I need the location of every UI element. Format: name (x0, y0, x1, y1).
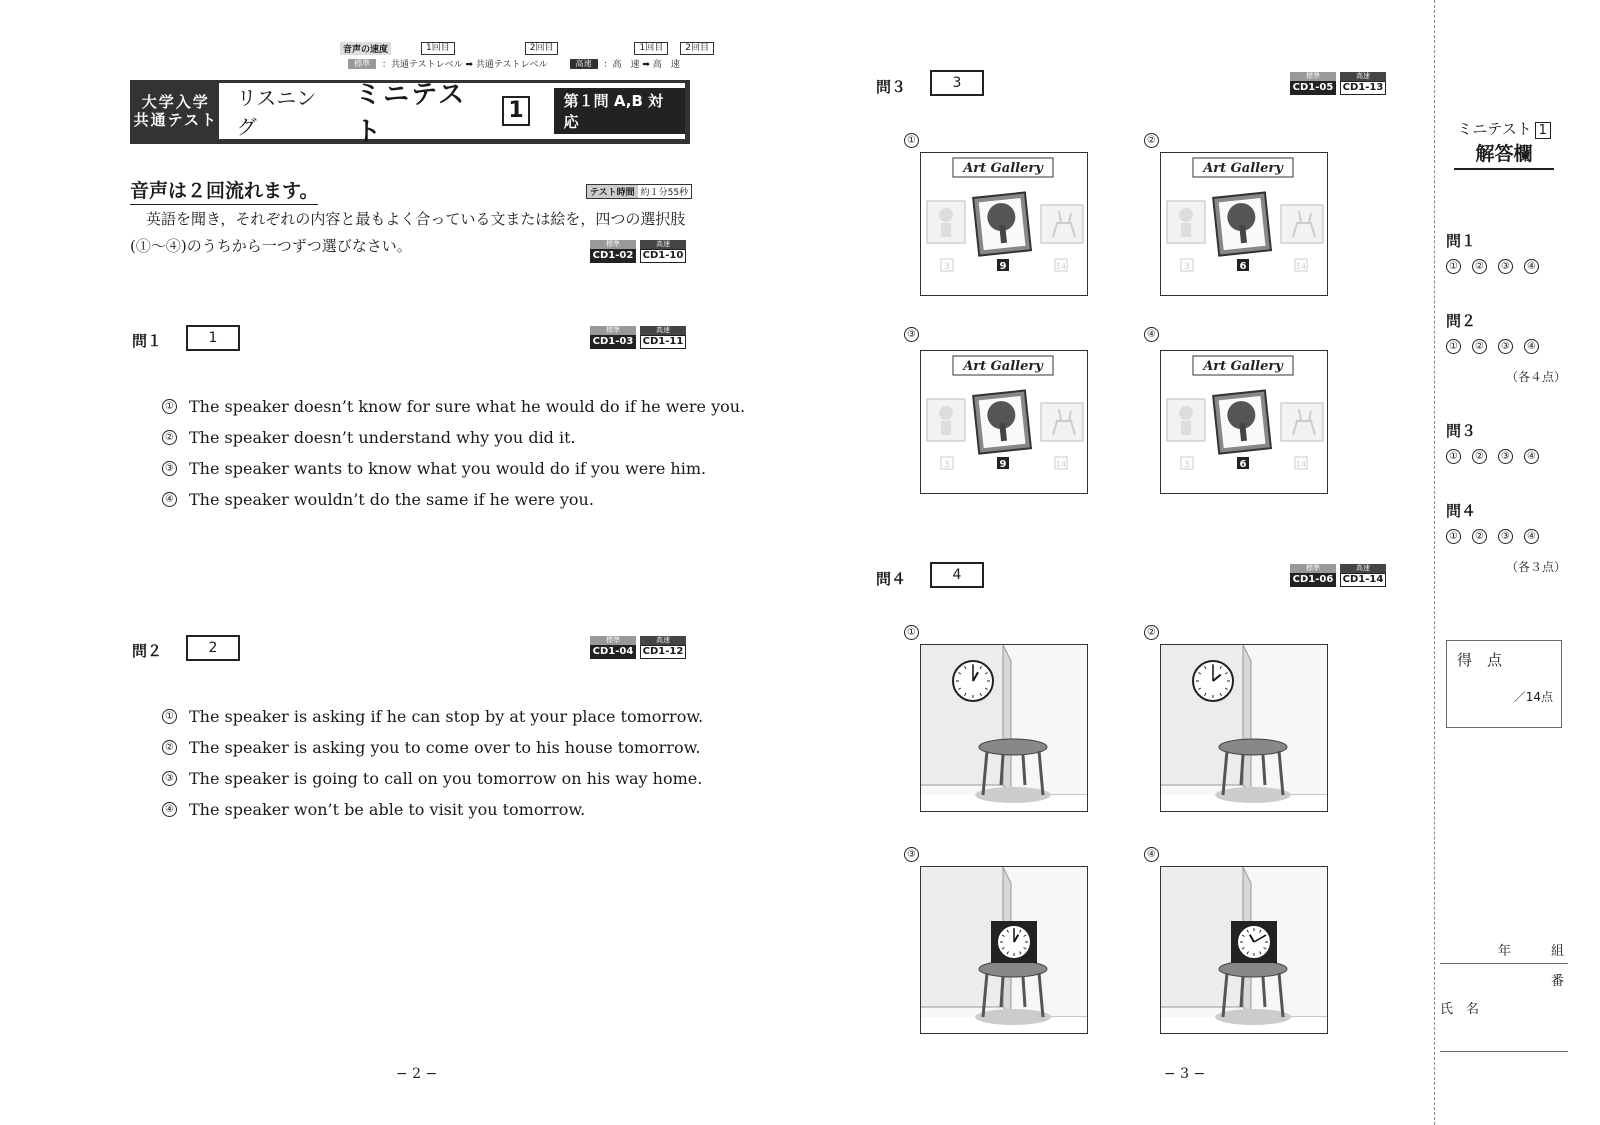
q4-option-1-image[interactable] (920, 644, 1088, 812)
cd-std-label: 標準 (1290, 564, 1336, 573)
speed-legend (348, 57, 680, 70)
cd-track: CD1-02 (590, 249, 636, 263)
q3-option-1-number (904, 128, 919, 148)
cd-track: CD1-05 (1290, 81, 1336, 95)
painting-number-left: 3 (1184, 460, 1190, 470)
choice-number: ② (162, 740, 177, 755)
option-number: ① (904, 625, 919, 640)
painting-number-right: 14 (1295, 460, 1307, 469)
second-play-label-2: 2回目 (680, 42, 714, 55)
option-number: ④ (1144, 327, 1159, 342)
answer-choice[interactable]: ① (1446, 259, 1461, 274)
std-text: ：共通テストレベル ➡ 共通テストレベル (382, 60, 548, 70)
choice-number: ③ (162, 461, 177, 476)
painting-number-left: 3 (1184, 262, 1190, 272)
cd-tracks-q2 (590, 636, 686, 659)
answer-choice[interactable]: ① (1446, 449, 1461, 464)
answer-q-label: 問１ (1446, 232, 1477, 250)
painting-number-center: 6 (1239, 459, 1247, 470)
answer-sheet-title-num: 1 (1535, 122, 1551, 139)
instructions-line2: (①〜④)のうちから一つずつ選びなさい。 (130, 237, 412, 255)
answer-choice[interactable]: ② (1472, 449, 1487, 464)
q2-choices (162, 701, 703, 825)
q4-option-4-number (1144, 842, 1159, 862)
choice-item[interactable] (162, 453, 745, 484)
q3-answer-box[interactable]: 3 (930, 70, 984, 96)
name-label: 氏 名 (1440, 994, 1568, 1052)
answer-choice[interactable]: ② (1472, 259, 1487, 274)
second-play-label: 2回目 (525, 42, 559, 55)
room-illustration (921, 867, 1087, 1033)
q4-answer-box[interactable]: 4 (930, 562, 984, 588)
choice-text: The speaker doesn’t know for sure what he would do if he were you. (189, 397, 746, 416)
answer-choice[interactable]: ③ (1498, 529, 1513, 544)
choice-text: The speaker is going to call on you tomorrow on his way home. (189, 769, 703, 788)
cd-tracks-q3 (1290, 72, 1386, 95)
exam-name-line2: 共通テスト (133, 111, 218, 129)
answer-sheet-subtitle: 解答欄 (1454, 139, 1554, 170)
answer-sheet-header (1454, 118, 1554, 170)
option-number: ④ (1144, 847, 1159, 862)
gallery-illustration (921, 153, 1087, 295)
option-number: ③ (904, 327, 919, 342)
banner-subtitle: リスニング (236, 86, 317, 139)
painting-number-center: 6 (1239, 261, 1247, 272)
points-note-a: （各４点） (1506, 370, 1567, 384)
choice-item[interactable] (162, 763, 703, 794)
choice-number: ② (162, 430, 177, 445)
answer-choice[interactable]: ① (1446, 529, 1461, 544)
score-box[interactable] (1446, 640, 1562, 728)
cd-fast-label: 高速 (1340, 72, 1386, 81)
cd-fast-label: 高速 (640, 636, 686, 645)
q4-option-2-image[interactable] (1160, 644, 1328, 812)
banner-title: ミニテスト (355, 80, 467, 147)
answer-choice[interactable]: ④ (1524, 339, 1539, 354)
answer-choice[interactable]: ② (1472, 529, 1487, 544)
painting-number-right: 14 (1055, 262, 1067, 271)
cd-fast-label: 高速 (1340, 564, 1386, 573)
choice-item[interactable] (162, 794, 703, 825)
gallery-sign: Art Gallery (963, 359, 1043, 374)
option-number: ① (904, 133, 919, 148)
painting-number-center: 9 (999, 459, 1007, 470)
cd-track: CD1-14 (1340, 573, 1386, 587)
test-time-value: 約１分55秒 (640, 188, 689, 198)
answer-choice[interactable]: ③ (1498, 259, 1513, 274)
q4-option-3-number (904, 842, 919, 862)
painting-number-center: 9 (999, 261, 1007, 272)
q1-label: 問１ (132, 332, 163, 350)
answer-sheet-title: ミニテスト (1457, 120, 1532, 138)
q1-choices (162, 391, 745, 515)
year-label: 年 (1497, 944, 1511, 959)
answer-q2 (1446, 310, 1539, 354)
choice-number: ① (162, 709, 177, 724)
q3-option-2-image[interactable] (1160, 152, 1328, 296)
q3-option-3-image[interactable] (920, 350, 1088, 494)
q3-option-4-number (1144, 322, 1159, 342)
choice-text: The speaker wouldn’t do the same if he were you. (189, 490, 594, 509)
painting-number-left: 3 (944, 262, 950, 272)
painting-number-left: 3 (944, 460, 950, 470)
cd-std-label: 標準 (590, 636, 636, 645)
q3-option-1-image[interactable] (920, 152, 1088, 296)
q2-label: 問２ (132, 642, 163, 660)
answer-q-label: 問４ (1446, 502, 1477, 520)
exam-name (133, 83, 219, 139)
choice-text: The speaker wants to know what you would do if you were him. (189, 459, 707, 478)
q4-option-2-number (1144, 620, 1159, 640)
cd-std-label: 標準 (590, 326, 636, 335)
answer-choice[interactable]: ④ (1524, 449, 1539, 464)
choice-number: ④ (162, 492, 177, 507)
cd-std-label: 標準 (1290, 72, 1336, 81)
title-banner (130, 80, 690, 147)
answer-choice[interactable]: ③ (1498, 449, 1513, 464)
cd-track: CD1-06 (1290, 573, 1336, 587)
cd-tracks-q4 (1290, 564, 1386, 587)
answer-choice[interactable]: ② (1472, 339, 1487, 354)
banner-tag: 第１問 A,B 対応 (554, 88, 685, 134)
option-number: ③ (904, 847, 919, 862)
page-number-left: − 2 − (396, 1066, 438, 1082)
cut-line (1434, 0, 1435, 1125)
exam-name-line1: 大学入学 (141, 93, 210, 111)
q1-answer-box[interactable]: 1 (186, 325, 240, 351)
first-play-label: 1回目 (421, 42, 455, 55)
gallery-sign: Art Gallery (1203, 161, 1283, 176)
cd-track: CD1-13 (1340, 81, 1386, 95)
cd-tracks-intro (590, 240, 686, 263)
cd-std-label: 標準 (590, 240, 636, 249)
choice-number: ① (162, 399, 177, 414)
score-total: ／14点 (1513, 690, 1553, 704)
class-label: 組 (1550, 944, 1564, 959)
q4-option-1-number (904, 620, 919, 640)
room-illustration (921, 645, 1087, 811)
page-number-right: − 3 − (1164, 1066, 1206, 1082)
answer-q4 (1446, 500, 1539, 544)
points-note-b: （各３点） (1506, 560, 1567, 574)
gallery-illustration (1161, 153, 1327, 295)
answer-choice[interactable]: ① (1446, 339, 1461, 354)
choice-text: The speaker won’t be able to visit you tomorrow. (189, 800, 586, 819)
answer-q-label: 問３ (1446, 422, 1477, 440)
cd-track: CD1-03 (590, 335, 636, 349)
choice-item[interactable] (162, 422, 745, 453)
q3-option-3-number (904, 322, 919, 342)
room-illustration (1161, 645, 1327, 811)
painting-number-right: 14 (1055, 460, 1067, 469)
std-tag: 標準 (348, 59, 376, 69)
fast-text: ：高 速 ➡ 高 速 (603, 60, 680, 70)
answer-q-label: 問２ (1446, 312, 1477, 330)
number-label: 番 (1440, 964, 1568, 994)
q2-answer-box[interactable]: 2 (186, 635, 240, 661)
test-time (586, 184, 692, 199)
gallery-illustration (921, 351, 1087, 493)
painting-number-right: 14 (1295, 262, 1307, 271)
cd-track: CD1-04 (590, 645, 636, 659)
choice-item[interactable] (162, 484, 745, 515)
instructions-line1: 英語を聞き，それぞれの内容と最もよく合っている文または絵を，四つの選択肢 (146, 210, 686, 228)
q4-option-3-image[interactable] (920, 866, 1088, 1034)
cd-track: CD1-10 (640, 249, 686, 263)
option-number: ② (1144, 625, 1159, 640)
gallery-sign: Art Gallery (1203, 359, 1283, 374)
q3-option-4-image[interactable] (1160, 350, 1328, 494)
cd-fast-label: 高速 (640, 240, 686, 249)
choice-text: The speaker is asking if he can stop by at your place tomorrow. (189, 707, 704, 726)
choice-text: The speaker doesn’t understand why you did it. (189, 428, 576, 447)
answer-choice[interactable]: ④ (1524, 529, 1539, 544)
choice-item[interactable] (162, 701, 703, 732)
first-play-label-2: 1回目 (634, 42, 668, 55)
banner-number: 1 (502, 96, 529, 126)
answer-choice[interactable]: ④ (1524, 259, 1539, 274)
choice-text: The speaker is asking you to come over to his house tomorrow. (189, 738, 701, 757)
choice-item[interactable] (162, 732, 703, 763)
choice-item[interactable] (162, 391, 745, 422)
room-illustration (1161, 867, 1327, 1033)
q3-option-2-number (1144, 128, 1159, 148)
choice-number: ④ (162, 802, 177, 817)
fast-tag: 高速 (570, 59, 598, 69)
gallery-illustration (1161, 351, 1327, 493)
answer-choice[interactable]: ③ (1498, 339, 1513, 354)
answer-q1 (1446, 230, 1539, 274)
answer-q3 (1446, 420, 1539, 464)
q4-option-4-image[interactable] (1160, 866, 1328, 1034)
option-number: ② (1144, 133, 1159, 148)
q4-label: 問４ (876, 570, 907, 588)
test-time-label: テスト時間 (587, 185, 638, 198)
q3-label: 問３ (876, 78, 907, 96)
speed-header (340, 42, 714, 55)
cd-fast-label: 高速 (640, 326, 686, 335)
cd-track: CD1-11 (640, 335, 686, 349)
gallery-sign: Art Gallery (963, 161, 1043, 176)
student-info (1440, 940, 1568, 1052)
score-label: 得 点 (1457, 651, 1503, 669)
cd-track: CD1-12 (640, 645, 686, 659)
intro-title: 音声は２回流れます。 (130, 176, 318, 205)
cd-tracks-q1 (590, 326, 686, 349)
speed-label: 音声の速度 (340, 42, 391, 55)
choice-number: ③ (162, 771, 177, 786)
